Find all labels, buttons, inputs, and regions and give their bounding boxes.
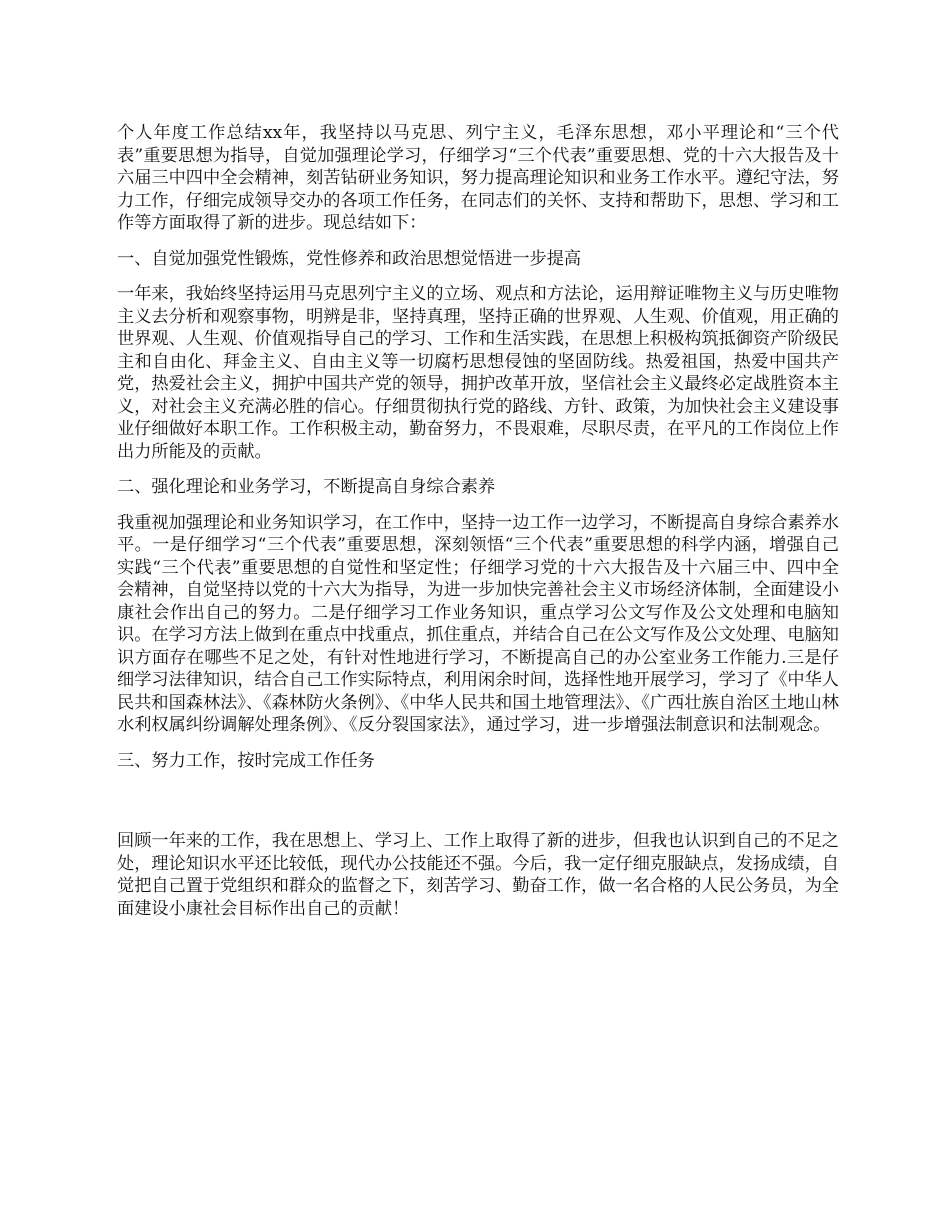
intro-paragraph: 个人年度工作总结xx年，我坚持以马克思、列宁主义，毛泽东思想，邓小平理论和“三个代表”重要思想为指导，自觉加强理论学习，仔细学习“三个代表”重要思想、党的十六大报告及十六届三中四中全会精神，刻苦钻研业务知识，努力提高理论知识和业务工作水平。遵纪守法，努力工作，仔细完成领导交办的各项工作任务，在同志们的关怀、支持和帮助下，思想、学习和工作等方面取得了新的进步。现总结如下： xyxy=(117,123,839,233)
closing-paragraph: 回顾一年来的工作，我在思想上、学习上、工作上取得了新的进步，但我也认识到自己的不足之处，理论知识水平还比较低，现代办公技能还不强。今后，我一定仔细克服缺点，发扬成绩，自觉把自己置于党组织和群众的监督之下，刻苦学习、勤奋工作，做一名合格的人民公务员，为全面建设小康社会目标作出自己的贡献！ xyxy=(117,831,839,919)
section-2-paragraph: 我重视加强理论和业务知识学习，在工作中，坚持一边工作一边学习，不断提高自身综合素养水平。一是仔细学习“三个代表”重要思想，深刻领悟“三个代表”重要思想的科学内涵，增强自己实践“三个代表”重要思想的自觉性和坚定性；仔细学习党的十六大报告及十六届三中、四中全会精神，自觉坚持以党的十六大为指导，为进一步加快完善社会主义市场经济体制，全面建设小康社会作出自己的努力。二是仔细学习工作业务知识，重点学习公文写作及公文处理和电脑知识。在学习方法上做到在重点中找重点，抓住重点，并结合自己在公文写作及公文处理、电脑知识方面存在哪些不足之处，有针对性地进行学习，不断提高自己的办公室业务工作能力.三是仔细学习法律知识，结合自己工作实际特点，利用闲余时间，选择性地开展学习，学习了《中华人民共和国森林法》、《森林防火条例》、《中华人民共和国土地管理法》、《广西壮族自治区土地山林水利权属纠纷调解处理条例》、《反分裂国家法》，通过学习，进一步增强法制意识和法制观念。 xyxy=(117,512,839,735)
spacer xyxy=(117,499,839,512)
section-heading-1: 一、自觉加强党性锻炼，党性修养和政治思想觉悟进一步提高 xyxy=(117,248,582,269)
spacer xyxy=(117,772,839,830)
document-page xyxy=(117,122,839,920)
section-1-paragraph: 一年来，我始终坚持运用马克思列宁主义的立场、观点和方法论，运用辩证唯物主义与历史唯物主义去分析和观察事物，明辨是非，坚持真理，坚持正确的世界观、人生观、价值观，用正确的世界观、人生观、价值观指导自己的学习、工作和生活实践，在思想上积极构筑抵御资产阶级民主和自由化、拜金主义、自由主义等一切腐朽思想侵蚀的坚固防线。热爱祖国，热爱中国共产党，热爱社会主义，拥护中国共产党的领导，拥护改革开放，坚信社会主义最终必定战胜资本主义，对社会主义充满必胜的信心。仔细贯彻执行党的路线、方针、政策，为加快社会主义建设事业仔细做好本职工作。工作积极主动，勤奋努力，不畏艰难，尽职尽责，在平凡的工作岗位上作出力所能及的贡献。 xyxy=(117,284,839,462)
spacer xyxy=(117,463,839,476)
section-heading-3: 三、努力工作，按时完成工作任务 xyxy=(117,750,375,771)
spacer xyxy=(117,737,839,750)
spacer xyxy=(117,235,839,248)
spacer xyxy=(117,270,839,283)
section-heading-2: 二、强化理论和业务学习，不断提高自身综合素养 xyxy=(117,477,496,497)
